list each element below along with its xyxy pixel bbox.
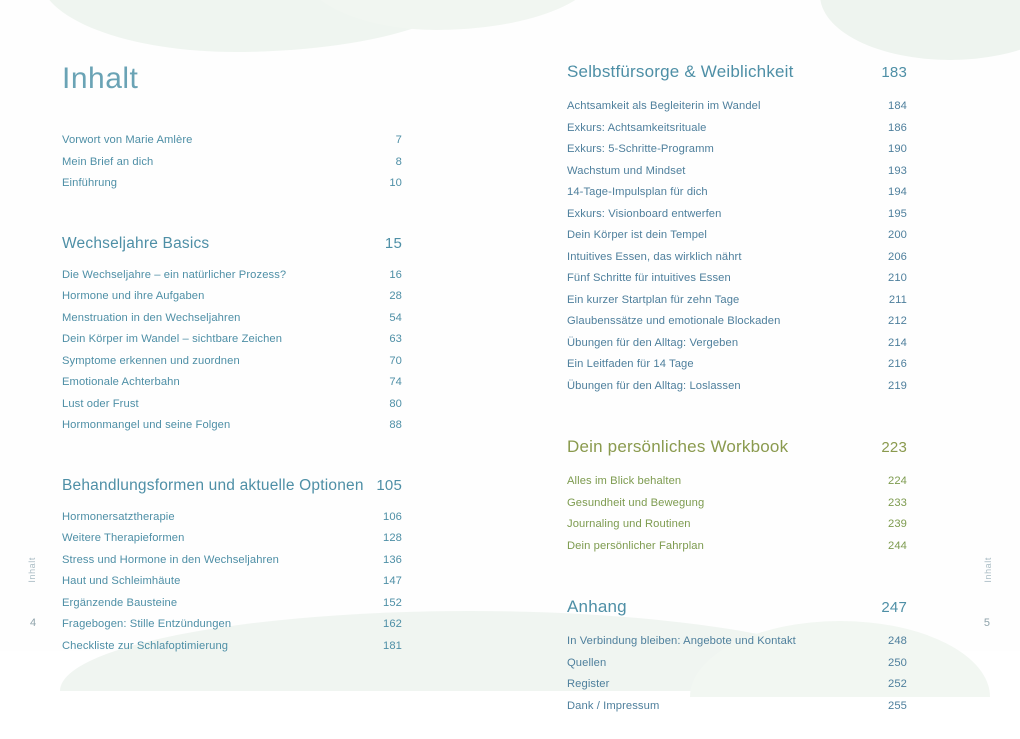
toc-entry-label: Übungen für den Alltag: Vergeben xyxy=(567,336,739,349)
toc-entry[interactable] xyxy=(567,96,907,118)
toc-entry-label: 14-Tage-Impulsplan für dich xyxy=(567,186,708,198)
toc-section-workbook xyxy=(567,437,907,557)
toc-entry[interactable] xyxy=(62,265,402,287)
toc-entry[interactable] xyxy=(567,225,907,247)
toc-entry-page: 216 xyxy=(888,358,907,370)
toc-entry[interactable] xyxy=(62,286,402,308)
toc-section-wechseljahre-basics xyxy=(62,235,402,437)
toc-entry[interactable] xyxy=(62,372,402,394)
toc-entry[interactable] xyxy=(62,550,402,572)
toc-entry-label: In Verbindung bleiben: Angebote und Kontakt xyxy=(567,635,796,647)
toc-entry[interactable] xyxy=(567,471,907,493)
toc-entry-label: Checkliste zur Schlafoptimierung xyxy=(62,639,229,652)
toc-entry-label: Menstruation in den Wechseljahren xyxy=(62,311,241,324)
toc-entry-label: Weitere Therapieformen xyxy=(62,532,185,544)
toc-entry-label: Ein kurzer Startplan für zehn Tage xyxy=(567,293,740,306)
toc-entry-page: 224 xyxy=(888,475,907,487)
toc-entry-page: 28 xyxy=(389,290,402,302)
toc-entry[interactable] xyxy=(567,631,907,653)
running-head-left: Inhalt xyxy=(27,557,37,583)
decorative-brush-top-right xyxy=(820,0,1020,60)
toc-entry-page: 206 xyxy=(888,250,907,263)
toc-entry-label: Einführung xyxy=(62,177,118,189)
toc-entry-label: Vorwort von Marie Amlère xyxy=(62,134,193,146)
toc-entry-page: 184 xyxy=(888,100,907,112)
toc-entry[interactable] xyxy=(567,493,907,515)
toc-section-title: Wechseljahre Basics xyxy=(62,234,210,252)
toc-entry-label: Dein persönlicher Fahrplan xyxy=(567,539,704,552)
toc-entry[interactable] xyxy=(62,571,402,593)
toc-entry-page: 239 xyxy=(888,518,907,530)
toc-entry-label: Exkurs: Achtsamkeitsrituale xyxy=(567,121,707,134)
toc-section-page: 183 xyxy=(881,64,907,81)
toc-entry-label: Hormonmangel und seine Folgen xyxy=(62,419,231,431)
toc-entry-page: 186 xyxy=(888,121,907,134)
toc-section-anhang xyxy=(567,597,907,717)
toc-entry[interactable] xyxy=(567,161,907,183)
toc-section-title: Anhang xyxy=(567,597,627,616)
toc-entry-label: Alles im Blick behalten xyxy=(567,475,682,487)
toc-entry-page: 128 xyxy=(383,532,402,544)
toc-section-title: Selbstfürsorge & Weiblichkeit xyxy=(567,62,794,81)
toc-entry-label: Haut und Schleimhäute xyxy=(62,575,181,587)
toc-entry[interactable] xyxy=(567,536,907,558)
toc-entry-label: Fragebogen: Stille Entzündungen xyxy=(62,618,232,630)
toc-entry[interactable] xyxy=(567,696,907,718)
toc-entry-label: Dein Körper im Wandel – sichtbare Zeichen xyxy=(62,333,283,345)
toc-entry-page: 181 xyxy=(383,639,402,652)
toc-entry-label: Quellen xyxy=(567,656,607,669)
toc-entry-page: 210 xyxy=(888,272,907,284)
toc-entry-page: 250 xyxy=(888,656,907,669)
toc-entry-page: 193 xyxy=(888,164,907,177)
toc-right-column xyxy=(567,62,907,739)
toc-entry-page: 195 xyxy=(888,207,907,220)
toc-entry-page: 252 xyxy=(888,678,907,690)
toc-entry-page: 211 xyxy=(888,293,907,306)
toc-entry-page: 70 xyxy=(389,354,402,367)
toc-entry-label: Ein Leitfaden für 14 Tage xyxy=(567,358,694,370)
toc-entry-label: Symptome erkennen und zuordnen xyxy=(62,354,240,367)
toc-entry-label: Dein Körper ist dein Tempel xyxy=(567,229,707,241)
toc-entry[interactable] xyxy=(567,204,907,226)
toc-section-heading[interactable] xyxy=(567,62,907,82)
toc-entry[interactable] xyxy=(62,351,402,373)
toc-entry[interactable] xyxy=(62,173,402,195)
toc-entry-label: Journaling und Routinen xyxy=(567,518,691,530)
toc-entry-page: 147 xyxy=(383,575,402,587)
toc-entry-page: 80 xyxy=(389,397,402,410)
toc-entry-page: 106 xyxy=(383,510,402,523)
toc-entry[interactable] xyxy=(567,290,907,312)
toc-entry[interactable] xyxy=(62,394,402,416)
toc-section-heading[interactable] xyxy=(567,597,907,617)
toc-entry-label: Dank / Impressum xyxy=(567,699,660,712)
toc-section-behandlungsformen xyxy=(62,477,402,658)
toc-left-column xyxy=(62,62,402,679)
toc-entry[interactable] xyxy=(62,593,402,615)
toc-entry-label: Exkurs: Visionboard entwerfen xyxy=(567,207,722,220)
toc-entry[interactable] xyxy=(567,376,907,398)
page-number-right: 5 xyxy=(983,617,990,629)
running-head-right: Inhalt xyxy=(983,557,993,583)
toc-entry[interactable] xyxy=(62,415,402,437)
toc-entry-page: 214 xyxy=(888,336,907,349)
toc-entry-page: 136 xyxy=(383,553,402,566)
toc-entry-label: Emotionale Achterbahn xyxy=(62,376,180,388)
toc-entry-label: Mein Brief an dich xyxy=(62,155,154,168)
toc-entry[interactable] xyxy=(62,130,402,152)
toc-section-selbstfuersorge xyxy=(567,62,907,397)
toc-entry[interactable] xyxy=(62,614,402,636)
toc-entry-label: Achtsamkeit als Begleiterin im Wandel xyxy=(567,100,761,112)
toc-entry-label: Register xyxy=(567,678,610,690)
toc-entry-label: Hormone und ihre Aufgaben xyxy=(62,290,205,302)
toc-entry[interactable] xyxy=(567,247,907,269)
toc-section-page: 15 xyxy=(384,234,402,252)
toc-entry[interactable] xyxy=(567,139,907,161)
toc-section-heading[interactable] xyxy=(62,235,402,253)
page-number-left: 4 xyxy=(30,617,37,629)
front-matter-group xyxy=(62,130,402,195)
toc-entry[interactable] xyxy=(567,182,907,204)
toc-entry-label: Ergänzende Bausteine xyxy=(62,596,178,609)
toc-entry-page: 255 xyxy=(888,699,907,712)
toc-entry-page: 54 xyxy=(389,311,402,324)
toc-entry-label: Wachstum und Mindset xyxy=(567,164,686,177)
toc-entry[interactable] xyxy=(567,674,907,696)
toc-entry-page: 233 xyxy=(888,496,907,509)
toc-entry-label: Lust oder Frust xyxy=(62,397,139,410)
toc-entry[interactable] xyxy=(567,118,907,140)
toc-entry-label: Intuitives Essen, das wirklich nährt xyxy=(567,250,742,263)
toc-entry[interactable] xyxy=(62,308,402,330)
toc-entry-page: 16 xyxy=(389,268,402,281)
toc-entry-page: 162 xyxy=(383,618,402,630)
toc-entry[interactable] xyxy=(567,333,907,355)
toc-entry[interactable] xyxy=(62,528,402,550)
toc-entry[interactable] xyxy=(567,268,907,290)
toc-entry[interactable] xyxy=(567,653,907,675)
page-title: Inhalt xyxy=(62,62,139,95)
toc-entry-label: Exkurs: 5-Schritte-Programm xyxy=(567,143,714,155)
toc-entry[interactable] xyxy=(567,354,907,376)
toc-entry-label: Die Wechseljahre – ein natürlicher Prozess? xyxy=(62,268,287,281)
toc-section-title: Dein persönliches Workbook xyxy=(567,437,789,456)
toc-entry-page: 74 xyxy=(389,376,402,388)
toc-entry[interactable] xyxy=(567,514,907,536)
toc-section-page: 105 xyxy=(376,476,402,494)
toc-entry-label: Übungen für den Alltag: Loslassen xyxy=(567,379,741,392)
toc-entry-page: 7 xyxy=(395,134,402,146)
toc-entry-page: 63 xyxy=(389,333,402,345)
toc-entry-page: 194 xyxy=(888,186,907,198)
toc-section-page: 247 xyxy=(881,599,907,616)
toc-entry-page: 212 xyxy=(888,315,907,327)
toc-entry-page: 152 xyxy=(383,596,402,609)
toc-entry-page: 219 xyxy=(888,379,907,392)
toc-entry[interactable] xyxy=(62,152,402,174)
toc-entry-page: 88 xyxy=(389,419,402,431)
toc-entry[interactable] xyxy=(62,507,402,529)
toc-entry-page: 10 xyxy=(389,177,402,189)
toc-entry[interactable] xyxy=(567,311,907,333)
toc-entry-page: 200 xyxy=(888,229,907,241)
toc-section-title: Behandlungsformen und aktuelle Optionen xyxy=(62,476,364,494)
toc-section-heading[interactable] xyxy=(567,437,907,457)
toc-entry[interactable] xyxy=(62,636,402,658)
toc-entry-label: Hormonersatztherapie xyxy=(62,510,175,523)
toc-entry-page: 244 xyxy=(888,539,907,552)
toc-section-heading[interactable] xyxy=(62,477,402,495)
toc-entry-page: 8 xyxy=(395,155,402,168)
toc-entry[interactable] xyxy=(62,329,402,351)
toc-entry-page: 248 xyxy=(888,635,907,647)
toc-entry-label: Gesundheit und Bewegung xyxy=(567,496,705,509)
toc-section-page: 223 xyxy=(881,439,907,456)
toc-entry-label: Glaubenssätze und emotionale Blockaden xyxy=(567,315,781,327)
toc-entry-label: Fünf Schritte für intuitives Essen xyxy=(567,272,731,284)
toc-entry-page: 190 xyxy=(888,143,907,155)
toc-entry-label: Stress und Hormone in den Wechseljahren xyxy=(62,553,279,566)
